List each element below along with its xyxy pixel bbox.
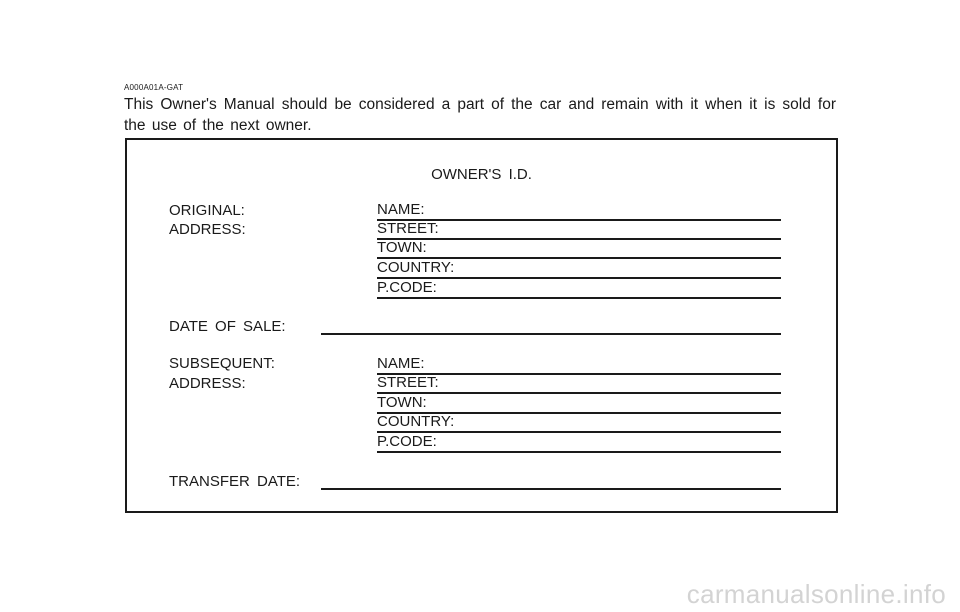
transfer-date-field[interactable] bbox=[321, 470, 781, 490]
original-address-label: ADDRESS: bbox=[169, 221, 246, 238]
subsequent-label: SUBSEQUENT: bbox=[169, 355, 275, 372]
form-title: OWNER'S I.D. bbox=[431, 166, 532, 183]
subsequent-street-field[interactable]: STREET: bbox=[377, 374, 781, 394]
date-of-sale-label: DATE OF SALE: bbox=[169, 318, 286, 335]
owners-id-form bbox=[125, 138, 838, 513]
original-street-field[interactable]: STREET: bbox=[377, 220, 781, 240]
transfer-date-label: TRANSFER DATE: bbox=[169, 473, 301, 490]
subsequent-pcode-field[interactable]: P.CODE: bbox=[377, 433, 781, 453]
subsequent-name-field[interactable]: NAME: bbox=[377, 355, 781, 375]
subsequent-address-label: ADDRESS: bbox=[169, 375, 246, 392]
intro-paragraph: This Owner's Manual should be considered a part of the car and remain with it when it is sold for the use of the next owner. bbox=[124, 96, 836, 134]
site-watermark: carmanualsonline.info bbox=[686, 579, 946, 609]
original-town-field[interactable]: TOWN: bbox=[377, 239, 781, 259]
original-name-field[interactable]: NAME: bbox=[377, 201, 781, 221]
subsequent-country-field[interactable]: COUNTRY: bbox=[377, 413, 781, 433]
original-pcode-field[interactable]: P.CODE: bbox=[377, 279, 781, 299]
date-of-sale-field[interactable] bbox=[321, 315, 781, 335]
subsequent-town-field[interactable]: TOWN: bbox=[377, 394, 781, 414]
section-code: A000A01A-GAT bbox=[124, 83, 184, 92]
original-label: ORIGINAL: bbox=[169, 202, 245, 219]
original-country-field[interactable]: COUNTRY: bbox=[377, 259, 781, 279]
